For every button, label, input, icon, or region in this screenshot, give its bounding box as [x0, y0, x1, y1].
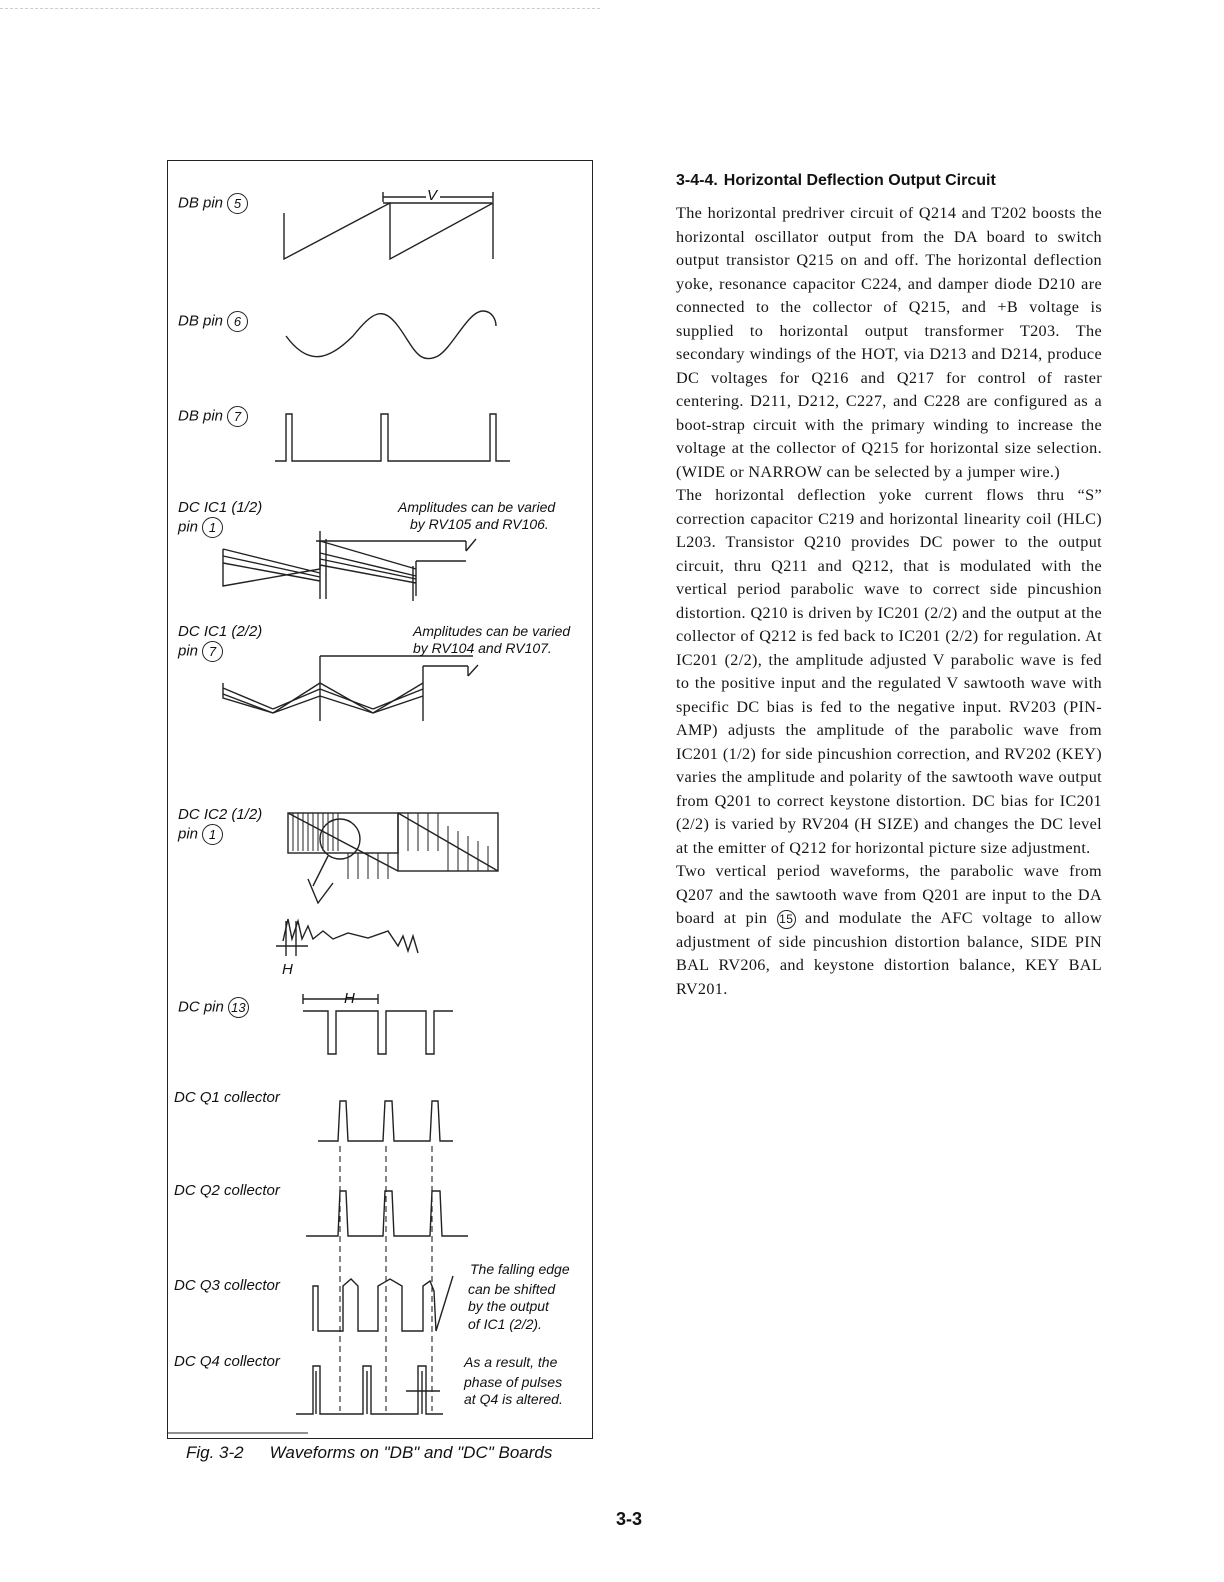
falling-edge-pointer: [436, 1276, 453, 1331]
paragraph-1: The horizontal predriver circuit of Q214 and T202 boosts the horizontal oscillator output from the DA board to switch output transistor Q215 on and off. The horizontal deflection yoke, resonance capacitor C224, and damper diode D210 are connected to the collector of Q215, and +B voltage is supplied to horizontal output transformer T203. The secondary windings of the HOT, via D213 and D214, produce DC voltages for Q216 and Q217 for control of raster centering. D211, D212, C227, and C228 are configured as a boot-strap circuit with the primary winding to increase the voltage at the collector of Q215 for horizontal size selection. (WIDE or NARROW can be selected by a jumper wire.): [676, 204, 1102, 481]
waveform-q3-collector: [313, 1279, 436, 1331]
waveform-diagram: [168, 161, 594, 1440]
label-dc-ic1-2-line1: DC IC1 (2/2): [178, 623, 263, 640]
note-rv104-line2: by RV104 and RV107.: [413, 640, 552, 656]
waveform-q1-collector: [318, 1101, 453, 1141]
v-marker-dimension: [383, 192, 493, 202]
label-db-pin-5: DB pin 5: [178, 193, 248, 214]
waveform-db6-sine: [286, 311, 496, 359]
note-falling-edge-line1: The falling edge: [470, 1261, 570, 1277]
label-dc-pin-13: DC pin 13: [178, 997, 249, 1018]
note-rv104-line1: Amplitudes can be varied: [413, 623, 571, 639]
label-dc-q1-collector: DC Q1 collector: [174, 1089, 280, 1106]
waveform-q4-collector: [296, 1366, 443, 1414]
note-rv105-line2: by RV105 and RV106.: [410, 516, 549, 532]
waveform-dcic1-2-parabola: [223, 656, 478, 721]
label-h-marker: H: [282, 961, 293, 978]
label-dc-q2-collector: DC Q2 collector: [174, 1182, 280, 1199]
label-dc-ic1-2-line2: pin 7: [178, 641, 223, 662]
note-falling-edge-line4: of IC1 (2/2).: [468, 1316, 542, 1332]
label-dc-ic2-line2: pin 1: [178, 824, 223, 845]
label-dc-q3-collector: DC Q3 collector: [174, 1277, 280, 1294]
label-v-marker: V: [427, 187, 438, 204]
note-result-line1: As a result, the: [464, 1354, 558, 1370]
scan-artifact-line: [0, 8, 600, 10]
note-rv105-line1: Amplitudes can be varied: [398, 499, 556, 515]
figure-number: Fig. 3-2: [186, 1443, 244, 1462]
page-number: 3-3: [616, 1509, 643, 1529]
label-dc-ic1-1-line1: DC IC1 (1/2): [178, 499, 263, 516]
paragraph-3: Two vertical period waveforms, the parabolic wave from Q207 and the sawtooth wave from Q201 are input to the DA board at pin 15 and modulate the AFC voltage to allow adjustment of side pincushion distortion balance, SIDE PIN BAL RV206, and keystone distortion balance, KEY BAL RV201.: [676, 862, 1102, 998]
waveform-zoom-detail: [276, 919, 418, 956]
section-number: 3-4-4.: [676, 172, 718, 189]
figure-caption: [186, 1443, 552, 1463]
label-dc-ic1-1-line2: pin 1: [178, 517, 223, 538]
waveform-dcic2-sawtooth: [288, 813, 498, 903]
note-result-line2: phase of pulses: [464, 1374, 563, 1390]
label-db-pin-7: DB pin 7: [178, 406, 248, 427]
waveform-db5-sawtooth: [284, 203, 493, 259]
note-falling-edge-line2: can be shifted: [468, 1281, 556, 1297]
label-db-pin-6: DB pin 6: [178, 311, 248, 332]
waveform-db7-pulses: [275, 414, 510, 461]
pin-15-symbol: 15: [777, 910, 796, 929]
figure-box: [167, 160, 593, 1439]
section-body: [676, 202, 1102, 1001]
waveform-dcic1-1-sawtooth: [223, 531, 476, 601]
section-heading: [676, 172, 996, 190]
label-dc-ic2-line1: DC IC2 (1/2): [178, 806, 263, 823]
note-result-line3: at Q4 is altered.: [464, 1391, 563, 1407]
figure-caption-text: Waveforms on "DB" and "DC" Boards: [269, 1443, 553, 1462]
note-falling-edge-line3: by the output: [468, 1298, 549, 1314]
section-title: Horizontal Deflection Output Circuit: [723, 172, 996, 189]
waveform-dc13-pulses: [303, 994, 453, 1054]
label-h-marker-dimension: H: [344, 990, 355, 1007]
label-dc-q4-collector: DC Q4 collector: [174, 1353, 280, 1370]
paragraph-2: The horizontal deflection yoke current flows thru “S” correction capacitor C219 and horizontal linearity coil (HLC) L203. Transistor Q210 provides DC power to the output circuit, thru Q211 and Q212, that is modulated with the vertical period parabolic wave to correct side pincushion distortion. Q210 is driven by IC201 (2/2) and the output at the collector of Q212 is fed back to IC201 (2/2) for regulation. At IC201 (2/2), the amplitude adjusted V parabolic wave is fed to the positive input and the regulated V sawtooth wave with specific DC bias is fed to the negative input. RV203 (PIN-AMP) adjusts the amplitude of the parabolic wave from IC201 (1/2) for side pincushion correction, and RV202 (KEY) varies the amplitude and polarity of the sawtooth wave output from Q201 to correct keystone distortion. DC bias for IC201 (2/2) is varied by RV204 (H SIZE) and changes the DC level at the emitter of Q212 for horizontal picture size adjustment.: [676, 486, 1102, 857]
waveform-q2-collector: [306, 1191, 468, 1236]
